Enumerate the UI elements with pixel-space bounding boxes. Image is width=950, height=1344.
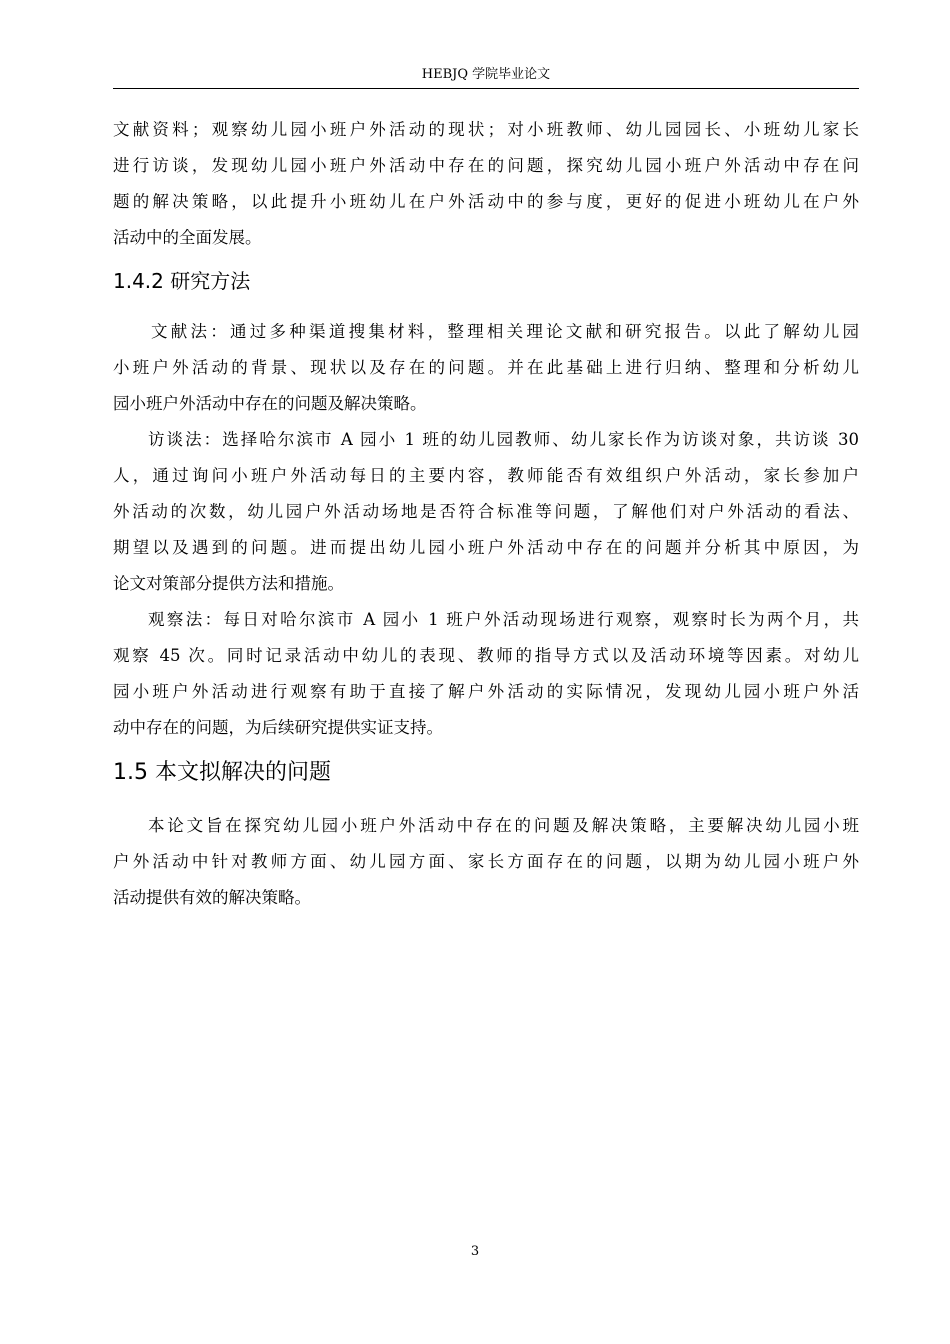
intro-line: 题的解决策略，以此提升小班幼儿在户外活动中的参与度，更好的促进小班幼儿在户外 [113, 192, 859, 211]
header-title: HEBJQ 学院毕业论文 [421, 67, 551, 82]
intro-line: 文献资料；观察幼儿园小班户外活动的现状；对小班教师、幼儿园园长、小班幼儿家长 [113, 120, 859, 139]
interview-line: 论文对策部分提供方法和措施。 [113, 574, 344, 593]
page-header [113, 64, 859, 89]
page-content [113, 112, 859, 916]
problem-line: 活动提供有效的解决策略。 [113, 888, 311, 907]
observation-line: 观察法：每日对哈尔滨市 A 园小 1 班户外活动现场进行观察，观察时长为两个月，共 [148, 610, 859, 629]
interview-line: 人，通过询问小班户外活动每日的主要内容，教师能否有效组织户外活动，家长参加户 [113, 466, 859, 485]
interview-line: 期望以及遇到的问题。进而提出幼儿园小班户外活动中存在的问题并分析其中原因，为 [113, 538, 859, 557]
intro-line: 进行访谈，发现幼儿园小班户外活动中存在的问题，探究幼儿园小班户外活动中存在问 [113, 156, 859, 175]
intro-line: 活动中的全面发展。 [113, 228, 262, 247]
interview-line: 访谈法：选择哈尔滨市 A 园小 1 班的幼儿园教师、幼儿家长作为访谈对象，共访谈 30 [148, 430, 859, 449]
page-footer [0, 1244, 950, 1259]
observation-line: 园小班户外活动进行观察有助于直接了解户外活动的实际情况，发现幼儿园小班户外活 [113, 682, 859, 701]
problem-line: 户外活动中针对教师方面、幼儿园方面、家长方面存在的问题，以期为幼儿园小班户外 [113, 852, 859, 871]
literature-line: 小班户外活动的背景、现状以及存在的问题。并在此基础上进行归纳、整理和分析幼儿 [113, 358, 859, 377]
observation-line: 动中存在的问题，为后续研究提供实证支持。 [113, 718, 443, 737]
interview-line: 外活动的次数，幼儿园户外活动场地是否符合标准等问题，了解他们对户外活动的看法、 [113, 502, 859, 521]
section-heading-1-4-2: 1.4.2 研究方法 [113, 269, 251, 293]
page-number: 3 [470, 1244, 480, 1259]
section-heading-1-5: 1.5 本文拟解决的问题 [113, 760, 331, 785]
literature-line: 园小班户外活动中存在的问题及解决策略。 [113, 394, 427, 413]
literature-line: 文献法：通过多种渠道搜集材料，整理相关理论文献和研究报告。以此了解幼儿园 [151, 322, 859, 341]
problem-line: 本论文旨在探究幼儿园小班户外活动中存在的问题及解决策略，主要解决幼儿园小班 [148, 816, 859, 835]
observation-line: 观察 45 次。同时记录活动中幼儿的表现、教师的指导方式以及活动环境等因素。对幼儿 [113, 646, 859, 665]
